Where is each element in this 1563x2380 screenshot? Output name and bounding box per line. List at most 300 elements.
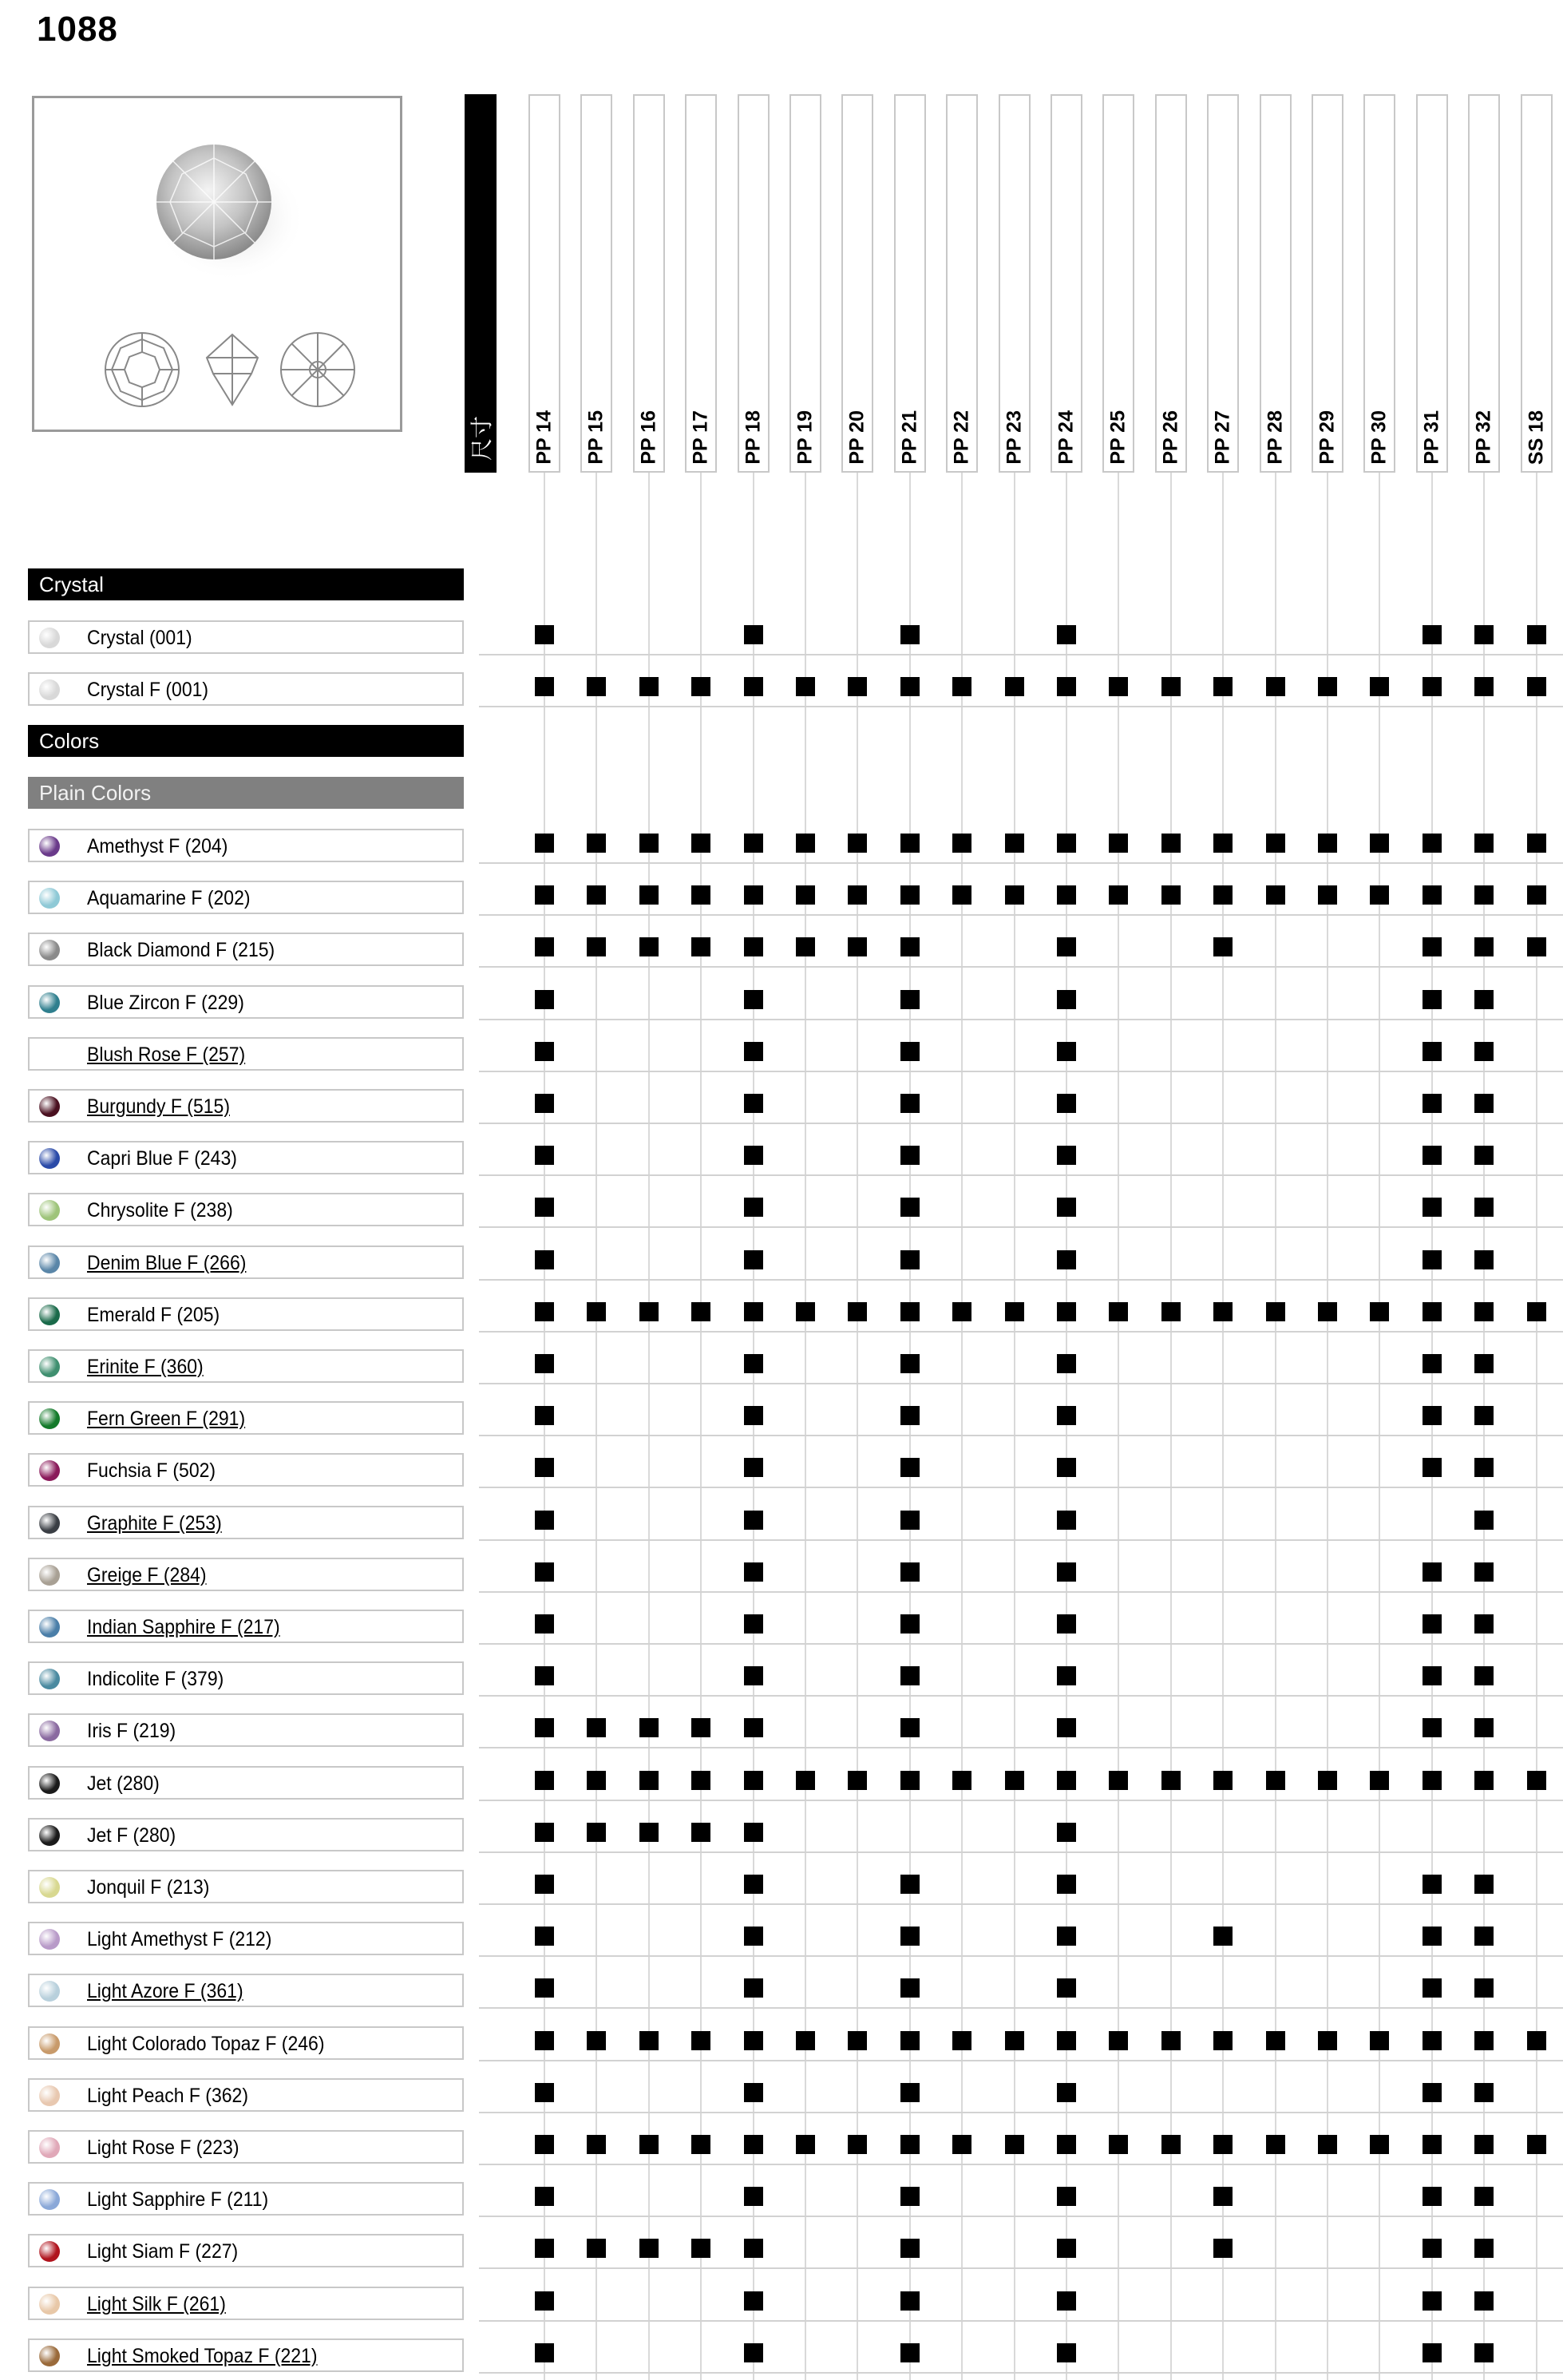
column-header (1521, 94, 1553, 473)
availability-marker (744, 1302, 763, 1321)
color-swatch-icon (39, 992, 60, 1013)
availability-marker (1370, 2031, 1389, 2050)
column-header-text: PP 21 (898, 410, 921, 465)
availability-marker (1474, 2031, 1494, 2050)
availability-marker (848, 834, 867, 853)
color-name: Crystal (001) (87, 627, 192, 649)
availability-marker (535, 1406, 554, 1425)
column-header-label (1212, 410, 1235, 465)
column-header (894, 94, 926, 473)
availability-marker (848, 1302, 867, 1321)
availability-marker (1057, 885, 1076, 905)
availability-marker (535, 1146, 554, 1165)
color-row-label (28, 985, 464, 1019)
availability-marker (744, 1875, 763, 1894)
availability-marker (1474, 677, 1494, 696)
availability-marker (952, 2031, 971, 2050)
color-row-label (28, 1037, 464, 1071)
availability-marker (535, 2291, 554, 2311)
color-name: Indicolite F (379) (87, 1668, 224, 1690)
column-header-text: PP 24 (1055, 410, 1078, 465)
availability-marker (1474, 1978, 1494, 1998)
availability-marker (587, 2239, 606, 2258)
color-swatch-icon (39, 1044, 60, 1065)
availability-marker (1161, 677, 1181, 696)
availability-marker (691, 834, 710, 853)
color-row-label (28, 1922, 464, 1955)
column-header-label (1264, 410, 1287, 465)
row-guide-line (479, 1071, 1563, 1072)
availability-marker (1161, 2031, 1181, 2050)
column-header-text: PP 22 (950, 410, 973, 465)
column-header-text: PP 32 (1472, 410, 1495, 465)
availability-marker (1057, 1511, 1076, 1530)
color-row-label (28, 1401, 464, 1435)
color-swatch-icon (39, 1305, 60, 1325)
color-row-label (28, 620, 464, 654)
column-guide-line (1327, 473, 1328, 2380)
availability-marker (691, 1771, 710, 1790)
row-guide-line (479, 914, 1563, 916)
row-guide-line (479, 2112, 1563, 2113)
availability-marker (744, 1823, 763, 1842)
subsection-header: Plain Colors (28, 777, 464, 809)
availability-marker (900, 1042, 920, 1061)
color-name: Burgundy F (515) (87, 1095, 230, 1118)
availability-marker (1423, 2239, 1442, 2258)
availability-marker (1005, 885, 1024, 905)
column-header-label (1316, 410, 1339, 465)
availability-marker (744, 1406, 763, 1425)
availability-marker (744, 2031, 763, 2050)
availability-marker (1474, 1771, 1494, 1790)
availability-marker (1109, 2031, 1128, 2050)
availability-marker (1423, 937, 1442, 956)
availability-marker (1370, 885, 1389, 905)
availability-marker (1109, 1771, 1128, 1790)
color-row-label (28, 2338, 464, 2372)
availability-marker (1423, 2135, 1442, 2154)
color-row-label (28, 1453, 464, 1487)
availability-marker (1474, 1250, 1494, 1269)
availability-marker (1474, 1302, 1494, 1321)
availability-marker (848, 2031, 867, 2050)
availability-marker (796, 677, 815, 696)
availability-marker (1527, 885, 1546, 905)
availability-marker (1370, 677, 1389, 696)
availability-marker (535, 1250, 554, 1269)
availability-marker (1318, 834, 1337, 853)
availability-marker (1318, 885, 1337, 905)
color-swatch-icon (39, 2085, 60, 2106)
availability-marker (1474, 937, 1494, 956)
column-header (1312, 94, 1343, 473)
color-row-label (28, 1818, 464, 1851)
availability-marker (1423, 1927, 1442, 1946)
availability-marker (1474, 1718, 1494, 1737)
availability-marker (900, 990, 920, 1009)
availability-marker (744, 1458, 763, 1477)
availability-marker (535, 1927, 554, 1946)
availability-marker (744, 1614, 763, 1634)
color-swatch-icon (39, 1721, 60, 1741)
row-guide-line (479, 1851, 1563, 1853)
row-guide-line (479, 706, 1563, 707)
availability-marker (1474, 1094, 1494, 1113)
availability-marker (1474, 1042, 1494, 1061)
row-guide-line (479, 862, 1563, 864)
column-header (1363, 94, 1395, 473)
availability-marker (1474, 1354, 1494, 1373)
availability-marker (1057, 1927, 1076, 1946)
column-guide-line (805, 473, 806, 2380)
section-header: Colors (28, 725, 464, 757)
column-header-text: PP 26 (1159, 410, 1182, 465)
availability-marker (1266, 2135, 1285, 2154)
column-header (685, 94, 717, 473)
availability-marker (744, 2343, 763, 2362)
availability-marker (587, 1302, 606, 1321)
availability-marker (796, 834, 815, 853)
availability-marker (1527, 937, 1546, 956)
availability-marker (744, 1511, 763, 1530)
availability-marker (952, 885, 971, 905)
availability-marker (1423, 990, 1442, 1009)
color-swatch-icon (39, 628, 60, 648)
row-guide-line (479, 1643, 1563, 1645)
availability-marker (1423, 885, 1442, 905)
availability-marker (535, 1094, 554, 1113)
column-guide-line (1275, 473, 1276, 2380)
availability-marker (1474, 1562, 1494, 1582)
availability-marker (1474, 834, 1494, 853)
availability-marker (900, 1406, 920, 1425)
section-header: Crystal (28, 568, 464, 600)
availability-marker (535, 937, 554, 956)
column-header-label (1107, 410, 1130, 465)
availability-marker (587, 677, 606, 696)
row-guide-line (479, 2216, 1563, 2217)
column-header (1155, 94, 1187, 473)
availability-marker (1057, 1302, 1076, 1321)
column-header-text: PP 31 (1420, 410, 1443, 465)
availability-marker (952, 1771, 971, 1790)
availability-marker (535, 2239, 554, 2258)
availability-marker (744, 1978, 763, 1998)
availability-marker (900, 1094, 920, 1113)
availability-marker (639, 1718, 659, 1737)
color-row-label (28, 1245, 464, 1279)
availability-marker (1423, 2291, 1442, 2311)
availability-marker (744, 677, 763, 696)
availability-marker (1266, 677, 1285, 696)
availability-marker (587, 2135, 606, 2154)
availability-marker (1423, 2343, 1442, 2362)
availability-marker (1057, 2343, 1076, 2362)
availability-marker (1057, 1875, 1076, 1894)
availability-marker (1423, 1614, 1442, 1634)
availability-marker (1213, 2239, 1233, 2258)
availability-marker (535, 1562, 554, 1582)
row-guide-line (479, 1123, 1563, 1124)
availability-marker (1423, 1458, 1442, 1477)
color-name: Light Silk F (261) (87, 2293, 226, 2315)
availability-marker (535, 1771, 554, 1790)
availability-marker (1474, 885, 1494, 905)
availability-marker (691, 2135, 710, 2154)
availability-marker (1109, 885, 1128, 905)
availability-marker (639, 677, 659, 696)
availability-marker (1057, 2083, 1076, 2102)
availability-marker (1423, 1562, 1442, 1582)
color-row-label (28, 2130, 464, 2164)
availability-marker (900, 1718, 920, 1737)
availability-marker (1109, 1302, 1128, 1321)
row-guide-line (479, 1226, 1563, 1228)
color-swatch-icon (39, 888, 60, 909)
availability-marker (900, 2187, 920, 2206)
color-name: Chrysolite F (238) (87, 1199, 233, 1222)
color-row-label (28, 1089, 464, 1123)
color-name: Capri Blue F (243) (87, 1147, 237, 1170)
color-row-label (28, 1713, 464, 1747)
column-header-label (846, 410, 869, 465)
availability-marker (535, 1198, 554, 1217)
availability-marker (1057, 1406, 1076, 1425)
availability-marker (1423, 1042, 1442, 1061)
availability-marker (1057, 1562, 1076, 1582)
availability-marker (639, 2031, 659, 2050)
row-guide-line (479, 1435, 1563, 1436)
color-row-label (28, 1661, 464, 1695)
color-swatch-icon (39, 1825, 60, 1846)
column-header-label (794, 410, 817, 465)
availability-marker (744, 990, 763, 1009)
availability-marker (535, 677, 554, 696)
row-guide-line (479, 1487, 1563, 1488)
column-header-label (1368, 410, 1391, 465)
availability-marker (900, 1771, 920, 1790)
availability-marker (1213, 885, 1233, 905)
availability-marker (535, 625, 554, 644)
color-row-label (28, 2182, 464, 2216)
availability-marker (1318, 677, 1337, 696)
availability-marker (848, 2135, 867, 2154)
availability-marker (1423, 1771, 1442, 1790)
availability-marker (900, 625, 920, 644)
color-name: Aquamarine F (202) (87, 887, 251, 909)
row-guide-line (479, 2320, 1563, 2322)
row-guide-line (479, 2164, 1563, 2165)
column-header-label (637, 410, 660, 465)
availability-marker (1057, 1614, 1076, 1634)
availability-marker (1057, 1458, 1076, 1477)
availability-marker (744, 2083, 763, 2102)
color-swatch-icon (39, 1513, 60, 1534)
availability-marker (1423, 625, 1442, 644)
availability-marker (796, 937, 815, 956)
availability-marker (1423, 677, 1442, 696)
row-guide-line (479, 1383, 1563, 1384)
column-header-label (1420, 410, 1443, 465)
availability-marker (1005, 2135, 1024, 2154)
row-guide-line (479, 2007, 1563, 2009)
color-name: Light Colorado Topaz F (246) (87, 2033, 325, 2055)
availability-marker (744, 1250, 763, 1269)
column-guide-line (648, 473, 650, 2380)
color-name: Jet (280) (87, 1772, 160, 1795)
availability-marker (1266, 1302, 1285, 1321)
availability-marker (900, 1562, 920, 1582)
availability-marker (1057, 1823, 1076, 1842)
column-header-text: PP 28 (1264, 410, 1287, 465)
availability-marker (1527, 1302, 1546, 1321)
column-guide-line (1536, 473, 1537, 2380)
availability-marker (1318, 2135, 1337, 2154)
availability-marker (639, 1771, 659, 1790)
availability-marker (535, 2031, 554, 2050)
row-guide-line (479, 966, 1563, 968)
availability-marker (1474, 2239, 1494, 2258)
column-guide-line (1222, 473, 1224, 2380)
row-guide-line (479, 2372, 1563, 2374)
column-header-label (585, 410, 608, 465)
column-header (738, 94, 770, 473)
availability-marker (1057, 990, 1076, 1009)
color-row-label (28, 1193, 464, 1226)
availability-marker (744, 2239, 763, 2258)
availability-marker (1423, 2187, 1442, 2206)
color-swatch-icon (39, 1460, 60, 1481)
availability-marker (848, 885, 867, 905)
color-row-label (28, 1974, 464, 2007)
column-header-text: PP 18 (742, 410, 765, 465)
availability-marker (744, 1094, 763, 1113)
color-name: Graphite F (253) (87, 1512, 222, 1535)
availability-marker (1318, 1771, 1337, 1790)
availability-marker (900, 1927, 920, 1946)
availability-marker (1161, 2135, 1181, 2154)
availability-marker (587, 1771, 606, 1790)
availability-marker (1057, 1198, 1076, 1217)
column-header-label (1055, 410, 1078, 465)
availability-marker (900, 1146, 920, 1165)
color-swatch-icon (39, 1408, 60, 1429)
availability-marker (900, 2135, 920, 2154)
column-header-text: SS 18 (1525, 410, 1548, 465)
availability-marker (1161, 885, 1181, 905)
availability-marker (1370, 1771, 1389, 1790)
column-header-label (1159, 410, 1182, 465)
color-swatch-icon (39, 1929, 60, 1950)
color-swatch-icon (39, 2033, 60, 2054)
availability-marker (900, 1458, 920, 1477)
availability-marker (1213, 677, 1233, 696)
availability-marker (535, 834, 554, 853)
availability-marker (1423, 1354, 1442, 1373)
color-row-label (28, 1297, 464, 1331)
availability-marker (1266, 885, 1285, 905)
color-row-label (28, 672, 464, 706)
availability-marker (691, 937, 710, 956)
availability-marker (535, 1511, 554, 1530)
availability-marker (639, 2239, 659, 2258)
availability-marker (900, 1875, 920, 1894)
color-row-label (28, 829, 464, 862)
color-swatch-icon (39, 940, 60, 960)
availability-marker (744, 1718, 763, 1737)
availability-marker (535, 1875, 554, 1894)
availability-marker (1474, 2343, 1494, 2362)
availability-marker (1474, 1614, 1494, 1634)
availability-marker (1266, 1771, 1285, 1790)
availability-marker (691, 1302, 710, 1321)
color-name: Crystal F (001) (87, 679, 209, 701)
availability-marker (1370, 834, 1389, 853)
column-header (633, 94, 665, 473)
availability-marker (1474, 2083, 1494, 2102)
column-guide-line (857, 473, 858, 2380)
column-header (1051, 94, 1082, 473)
availability-marker (1057, 1094, 1076, 1113)
availability-marker (1057, 1978, 1076, 1998)
availability-marker (1370, 2135, 1389, 2154)
availability-marker (1213, 1927, 1233, 1946)
availability-marker (1423, 1666, 1442, 1685)
color-row-label (28, 1349, 464, 1383)
color-row-label (28, 2026, 464, 2060)
color-name: Black Diamond F (215) (87, 939, 275, 961)
availability-marker (1057, 1771, 1076, 1790)
availability-marker (1474, 1406, 1494, 1425)
availability-marker (1527, 2135, 1546, 2154)
availability-marker (1423, 2031, 1442, 2050)
availability-marker (535, 1042, 554, 1061)
column-guide-line (700, 473, 702, 2380)
color-swatch-icon (39, 1200, 60, 1221)
availability-marker (1161, 834, 1181, 853)
color-row-label (28, 2078, 464, 2112)
row-guide-line (479, 1591, 1563, 1593)
column-header-text: PP 19 (793, 410, 817, 465)
availability-marker (796, 2031, 815, 2050)
color-row-label (28, 1870, 464, 1903)
column-header (528, 94, 560, 473)
color-swatch-icon (39, 2241, 60, 2262)
availability-marker (1057, 1666, 1076, 1685)
column-guide-line (1118, 473, 1119, 2380)
color-name: Jet F (280) (87, 1824, 176, 1847)
color-name: Erinite F (360) (87, 1356, 204, 1378)
availability-marker (900, 937, 920, 956)
availability-marker (1474, 1511, 1494, 1530)
availability-marker (848, 677, 867, 696)
column-header-label (1003, 410, 1026, 465)
availability-marker (1213, 937, 1233, 956)
availability-marker (744, 1146, 763, 1165)
color-name: Light Azore F (361) (87, 1980, 243, 2002)
color-name: Fuchsia F (502) (87, 1459, 216, 1482)
availability-marker (952, 2135, 971, 2154)
availability-marker (1527, 834, 1546, 853)
availability-marker (744, 834, 763, 853)
column-header (999, 94, 1031, 473)
availability-marker (900, 2291, 920, 2311)
color-name: Light Smoked Topaz F (221) (87, 2345, 318, 2367)
column-header (580, 94, 612, 473)
availability-marker (796, 885, 815, 905)
column-guide-line (1014, 473, 1015, 2380)
